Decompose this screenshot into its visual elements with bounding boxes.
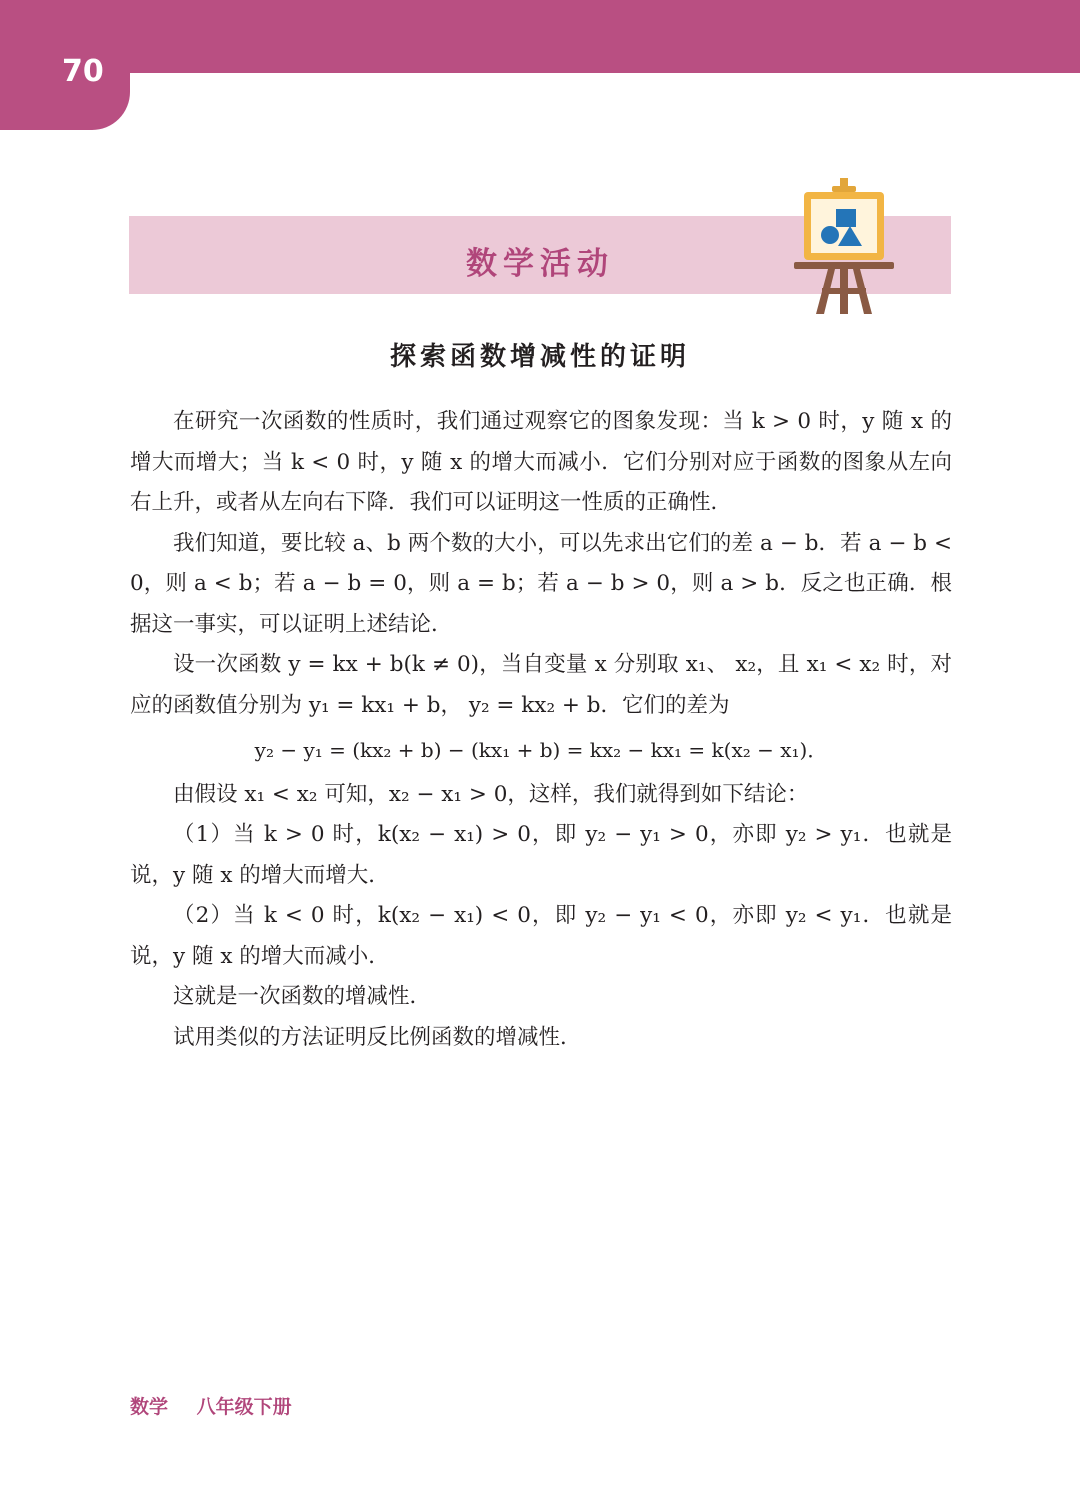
conclusion-2: （2）当 k < 0 时，k(x₂ − x₁) < 0，即 y₂ − y₁ < 0，亦即 y₂ < y₁．也就是说，y 随 x 的增大而减小． <box>130 903 952 969</box>
page-number: 70 <box>62 54 104 89</box>
body-text <box>130 402 952 1058</box>
paragraph: 由假设 x₁ < x₂ 可知，x₂ − x₁ > 0，这样，我们就得到如下结论： <box>173 781 809 807</box>
paragraph: 我们知道，要比较 a、b 两个数的大小，可以先求出它们的差 a − b．若 a − b < 0，则 a < b；若 a − b = 0，则 a = b；若 a − b > 0，则 a > b．反之也正确．根据这一事实，可以证明上述结论． <box>130 530 952 637</box>
footer-subject: 数学 <box>130 1396 169 1418</box>
conclusion-1: （1）当 k > 0 时，k(x₂ − x₁) > 0，即 y₂ − y₁ > 0，亦即 y₂ > y₁．也就是说，y 随 x 的增大而增大． <box>130 822 952 888</box>
paragraph: 在研究一次函数的性质时，我们通过观察它的图象发现：当 k > 0 时，y 随 x 的增大而增大；当 k < 0 时，y 随 x 的增大而减小．它们分别对应于函数的图象从左向右上升，或者从左向右下降．我们可以证明这一性质的正确性． <box>130 409 952 515</box>
exercise-prompt: 试用类似的方法证明反比例函数的增减性． <box>173 1024 582 1050</box>
difference-equation: y₂ − y₁ = (kx₂ + b) − (kx₁ + b) = kx₂ − kx₁ = k(x₂ − x₁)． <box>254 738 828 762</box>
paragraph: 这就是一次函数的增减性． <box>173 984 432 1009</box>
section-title: 探索函数增减性的证明 <box>389 342 690 372</box>
footer-grade: 八年级下册 <box>196 1396 292 1418</box>
banner-title: 数学活动 <box>466 246 614 282</box>
header-band <box>0 0 1080 73</box>
footer <box>130 1392 314 1419</box>
paragraph: 设一次函数 y = kx + b(k ≠ 0)，当自变量 x 分别取 x₁、 x₂，且 x₁ < x₂ 时，对应的函数值分别为 y₁ = kx₁ + b， y₂ = kx₂ + b．它们的差为 <box>130 652 952 718</box>
easel-icon <box>792 178 896 318</box>
